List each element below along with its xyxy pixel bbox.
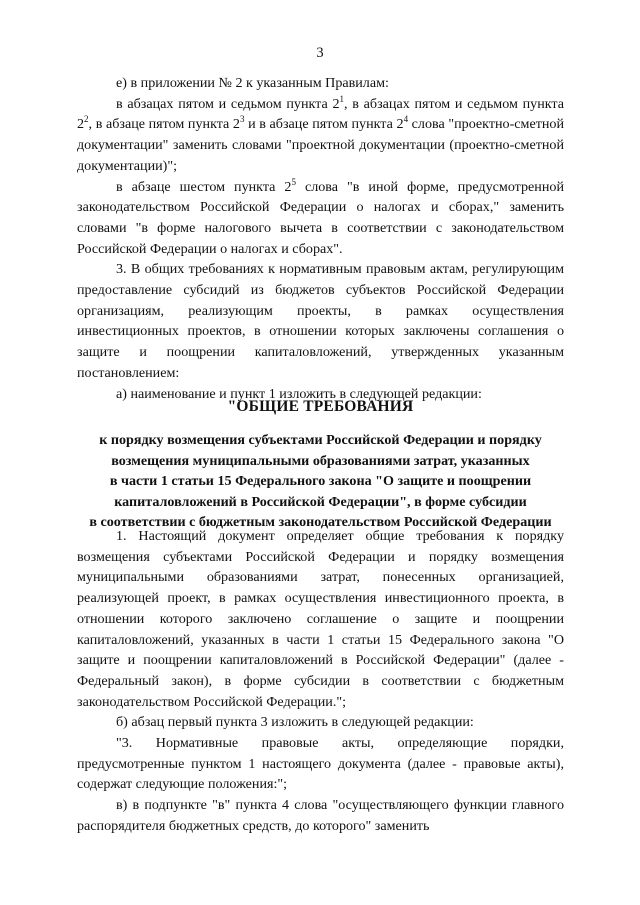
- subtitle-line: в части 1 статьи 15 Федерального закона "О защите и поощрении: [109, 473, 532, 489]
- paragraph: е) в приложении № 2 к указанным Правилам:: [116, 75, 389, 91]
- body-text-upper: [77, 73, 564, 404]
- superscript-index: 2: [84, 114, 89, 125]
- page-number: 3: [316, 45, 324, 61]
- subtitle-line: к порядку возмещения субъектами Российской Федерации и порядку: [99, 432, 542, 448]
- superscript-index: 4: [403, 114, 409, 125]
- paragraph: 3. В общих требованиях к нормативным правовым актам, регулирующим предоставление субсидий из бюджетов субъектов Российской Федерации организациям, реализующим проекты, в рамках осуществления инвестиционных проектов, в отношении которых заключены соглашения о защите и поощрении капиталовложений, утвержденных указанным постановлением:: [77, 261, 564, 381]
- paragraph: в абзацах пятом и седьмом пункта $2^1$, в абзацах пятом и седьмом пункта $2^2$, в абзаце пятом пункта $2^3$ и в абзаце пятом пункта $2^4$ слова "проектно-сметной документации" заменить словами "проектной документации (проектно-сметной документации)";: [77, 93, 564, 174]
- paragraph: в) в подпункте "в" пункта 4 слова "осуществляющего функции главного распорядителя бюджетных средств, до которого" заменить: [77, 797, 564, 834]
- document-subtitle: [70, 430, 571, 533]
- document-title: "ОБЩИЕ ТРЕБОВАНИЯ: [227, 398, 414, 415]
- body-text-lower: [77, 526, 564, 837]
- superscript-index: 5: [291, 176, 296, 187]
- paragraph: "3. Нормативные правовые акты, определяющие порядки, предусмотренные пунктом 1 настоящего документа (далее - правовые акты), содержат следующие положения:";: [77, 735, 564, 793]
- subtitle-line: капиталовложений в Российской Федерации", в форме субсидии: [114, 493, 527, 510]
- paragraph: 1. Настоящий документ определяет общие требования к порядку возмещения субъектами Российской Федерации и порядку возмещения муниципальными образованиями затрат, понесенных организацией, реализующей проект, в рамках осуществления инвестиционного проекта, в отношении которого заключено соглашение о защите и поощрении капиталовложений, указанных в части 1 статьи 15 Федерального закона "О защите и поощрении капиталовложений в Российской Федерации" (далее - Федеральный закон), в форме субсидии в соответствии с бюджетным законодательством Российской Федерации.";: [77, 528, 564, 710]
- superscript-index: 3: [239, 114, 245, 125]
- paragraph: в абзаце шестом пункта $2^5$ слова "в иной форме, предусмотренной законодательством Российской Федерации о налогах и сборах," заменить словами "в форме налогового вычета в соответствии с законодательством Российской Федерации о налогах и сборах".: [77, 176, 564, 257]
- paragraph: б) абзац первый пункта 3 изложить в следующей редакции:: [116, 714, 474, 731]
- document-title-block: [70, 396, 571, 533]
- subtitle-line: в соответствии с бюджетным законодательством Российской Федерации: [89, 514, 552, 530]
- superscript-index: 1: [339, 93, 345, 104]
- paragraph: а) наименование и пункт 1 изложить в следующей редакции:: [116, 385, 482, 402]
- subtitle-line: возмещения муниципальными образованиями затрат, указанных: [111, 452, 530, 469]
